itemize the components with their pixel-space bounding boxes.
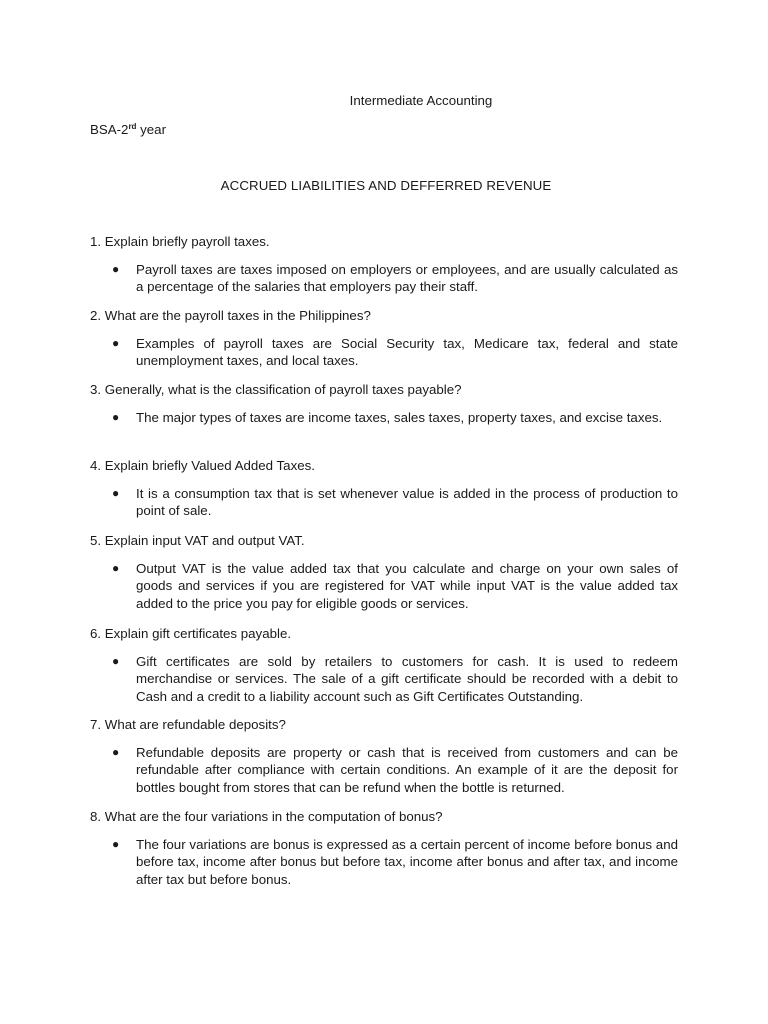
- bullet-icon: ●: [112, 486, 120, 500]
- answer: [90, 335, 678, 370]
- question: 2. What are the payroll taxes in the Philippines?: [90, 308, 371, 323]
- answer-text: Refundable deposits are property or cash that is received from customers and can be refundable after compliance with certain conditions. An example of it are the deposit for bottles bought from stores that can be refund when the bottle is returned.: [136, 745, 678, 795]
- answer-text: Examples of payroll taxes are Social Security tax, Medicare tax, federal and state unemployment taxes, and local taxes.: [136, 336, 678, 369]
- question: 5. Explain input VAT and output VAT.: [90, 533, 305, 548]
- question: 4. Explain briefly Valued Added Taxes.: [90, 458, 315, 473]
- year-level: [90, 121, 166, 139]
- question: 8. What are the four variations in the computation of bonus?: [90, 809, 443, 824]
- question: 6. Explain gift certificates payable.: [90, 626, 292, 641]
- answer: [90, 409, 678, 426]
- year-prefix: BSA-2: [90, 122, 129, 137]
- answer-text: The four variations are bonus is expressed as a certain percent of income before bonus and before tax, income after bonus but before tax, income after bonus and after tax, and income after tax but before bonus.: [136, 837, 678, 887]
- bullet-icon: ●: [112, 561, 120, 575]
- year-suffix: year: [136, 122, 166, 137]
- qa-item: [90, 233, 678, 296]
- answer-text: Gift certificates are sold by retailers to customers for cash. It is used to redeem merchandise or services. The sale of a gift certificate should be recorded with a debit to Cash and a credit to a liability account such as Gift Certificates Outstanding.: [136, 654, 678, 704]
- qa-item: [90, 808, 678, 888]
- answer: [90, 653, 678, 705]
- answer: [90, 744, 678, 796]
- answer-text: It is a consumption tax that is set whenever value is added in the process of production to point of sale.: [136, 486, 678, 519]
- answer: [90, 485, 678, 520]
- bullet-icon: ●: [112, 336, 120, 350]
- qa-item: [90, 625, 678, 705]
- qa-item: [90, 532, 678, 612]
- document-heading: ACCRUED LIABILITIES AND DEFFERRED REVENUE: [220, 178, 552, 193]
- answer-text: Payroll taxes are taxes imposed on employers or employees, and are usually calculated as a percentage of the salaries that employers pay their staff.: [136, 262, 678, 295]
- answer: [90, 261, 678, 296]
- qa-item: [90, 307, 678, 370]
- qa-item: [90, 381, 678, 426]
- bullet-icon: ●: [112, 837, 120, 851]
- answer: [90, 560, 678, 612]
- bullet-icon: ●: [112, 410, 120, 424]
- question: 3. Generally, what is the classification of payroll taxes payable?: [90, 382, 462, 397]
- bullet-icon: ●: [112, 745, 120, 759]
- answer-text: The major types of taxes are income taxes, sales taxes, property taxes, and excise taxes.: [136, 410, 663, 425]
- qa-item: [90, 457, 678, 520]
- year-superscript: rd: [128, 122, 137, 131]
- course-title: Intermediate Accounting: [349, 93, 493, 108]
- question: 1. Explain briefly payroll taxes.: [90, 234, 270, 249]
- bullet-icon: ●: [112, 262, 120, 276]
- answer-text: Output VAT is the value added tax that you calculate and charge on your own sales of goods and services if you are registered for VAT while input VAT is the value added tax added to the price you pay for eligible goods or services.: [136, 561, 678, 611]
- answer: [90, 836, 678, 888]
- bullet-icon: ●: [112, 654, 120, 668]
- question: 7. What are refundable deposits?: [90, 717, 286, 732]
- qa-item: [90, 716, 678, 796]
